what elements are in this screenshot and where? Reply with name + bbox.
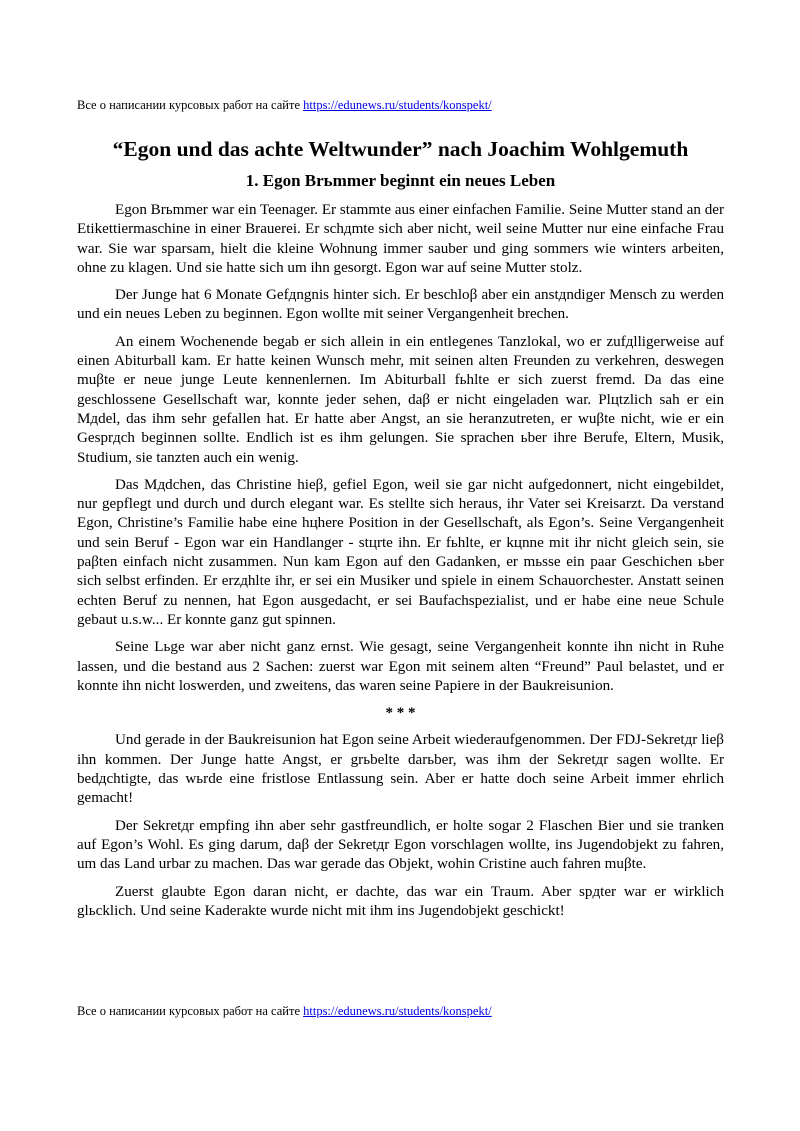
paragraph: An einem Wochenende begab er sich allein in ein entlegenes Tanzlokal, wo er zufдlligerweise auf einen Abiturball kam. Er hatte keinen Wunsch mehr, mit seinen alten Freunden zu verkehren, deswegen muβte er neue junge Leute kennenlernen. Im Abiturball fьhlte er sich zuerst fremd. Da das eine geschlossene Gesellschaft war, konnte jeder sehen, daβ er nicht eingeladen war. Plцtzlich sah er ein Mдdel, das ihm sehr gefallen hat. Er hatte aber Angst, an sie heranzutreten, er wuβte nicht, wie er ein Gesprдch beginnen sollte. Endlich ist es ihm gelungen. Sie sprachen ьber ihre Berufe, Eltern, Musik, Studium, sie tanzten auch ein wenig. [77,333,724,466]
header-note [77,97,492,113]
paragraph: Seine Lьge war aber nicht ganz ernst. Wie gesagt, seine Vergangenheit konnte ihn nicht in Ruhe lassen, und die bestand aus 2 Sachen: zuerst war Egon mit seinem alten “Freund” Paul belastet, und er konnte ihn nicht loswerden, und zweitens, das waren seine Papiere in der Baukreisunion. [77,639,724,694]
header-note-link[interactable]: https://edunews.ru/students/konspekt/ [303,98,492,112]
document-title: “Egon und das achte Weltwunder” nach Joachim Wohlgemuth [112,137,689,161]
paragraph: Das Mдdchen, das Christine hieβ, gefiel Egon, weil sie gar nicht aufgedonnert, nicht eingebildet, nur gepflegt und durch und durch elegant war. Es stellte sich heraus, ihr Vater sei Kreisarzt. Da verstand Egon, Christine’s Familie habe eine hцhere Position in der Gesellschaft, als Egon’s. Seine Vergangenheit und sein Beruf - Egon war ein Handlanger - stцrte ihn. Er fьhlte, er kцnne mit ihr nicht gleich sein, sie paβten einfach nicht zusammen. Nun kam Egon auf den Gadanken, er mьsse ein paar Geschichen ьber sich selbst erfinden. Er erzдhlte ihr, er sei ein Musiker und spiele in einem Schauorchester. Anstatt seinen echten Beruf zu nennen, hat Egon ausgedacht, er sei Baufachspezialist, und er habe eine neue Schule gebaut u.s.w... Er konnte ganz gut spinnen. [77,476,724,628]
footer-note [77,1003,492,1019]
paragraph: Der Junge hat 6 Monate Gefдngnis hinter sich. Er beschloβ aber ein anstдndiger Mensch zu werden und ein neues Leben zu beginnen. Egon wollte mit seiner Vergangenheit brechen. [77,287,724,323]
document-body [77,201,724,929]
chapter-heading: 1. Egon Brьmmer beginnt ein neues Leben [245,171,556,190]
paragraph: Der Sekretдr empfing ihn aber sehr gastfreundlich, er holte sogar 2 Flaschen Bier und sie tranken auf Egon’s Wohl. Es ging darum, daβ der Sekretдr Egon vorschlagen wollte, ins Jugendobjekt zu fahren, um das Land urbar zu machen. Das war gerade das Objekt, wohin Cristine auch fahren muβte. [77,817,724,873]
footer-note-link[interactable]: https://edunews.ru/students/konspekt/ [303,1004,492,1018]
paragraph: Und gerade in der Baukreisunion hat Egon seine Arbeit wiederaufgenommen. Der FDJ-Sekretдr lieβ ihn kommen. Der Junge hatte Angst, er grьbelte darьber, was ihm der Sekretдr sagen wollte. Er bedдchtigte, das wьrde eine fristlose Entlassung sein. Aber er hatte doch seine Arbeit immer ehrlich gemacht! [77,732,724,807]
header-note-text: Все о написании курсовых работ на сайте [77,98,304,112]
paragraph: Zuerst glaubte Egon daran nicht, er dachte, das war ein Traum. Aber spдter war er wirklich glьcklich. Und seine Kaderakte wurde nicht mit ihm ins Jugendobjekt geschickt! [77,883,724,919]
footer-note-text: Все о написании курсовых работ на сайте [77,1004,304,1018]
paragraph: Egon Brьmmer war ein Teenager. Er stammte aus einer einfachen Familie. Seine Mutter stand an der Etikettiermaschine in einer Brauerei. Er schдmte sich aber nicht, weil seine Mutter nur eine einfache Frau war. Sie war sparsam, hielt die kleine Wohnung immer sauber und ging sommers wie winters arbeiten, ohne zu klagen. Und sie hatte sich um ihn gesorgt. Egon war auf seine Mutter stolz. [77,202,724,276]
section-separator: * * * [385,705,416,722]
